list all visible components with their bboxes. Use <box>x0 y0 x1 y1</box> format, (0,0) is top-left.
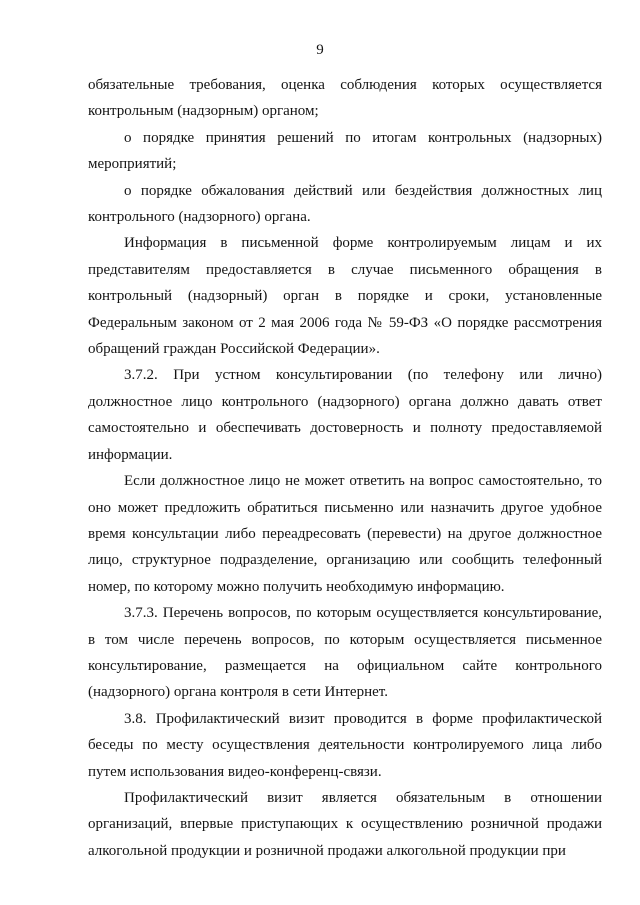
page-number: 9 <box>316 42 324 58</box>
paragraph: о порядке обжалования действий или бездействия должностных лиц контрольного (надзорного) органа. <box>88 182 602 226</box>
paragraph: о порядке принятия решений по итогам контрольных (надзорных) мероприятий; <box>88 129 602 173</box>
paragraph: 3.7.2. При устном консультировании (по телефону или лично) должностное лицо контрольного (надзорного) органа должно давать ответ самостоятельно и обеспечивать достоверность и полноту предоставляемой информации. <box>88 367 602 463</box>
document-body <box>88 72 602 864</box>
paragraph: Профилактический визит является обязательным в отношении организаций, впервые приступающих к осуществлению розничной продажи алкогольной продукции и розничной продажи алкогольной продукции при <box>88 789 602 859</box>
paragraph: 3.8. Профилактический визит проводится в форме профилактической беседы по месту осуществления деятельности контролируемого лица либо путем использования видео-конференц-связи. <box>88 710 602 780</box>
paragraph: Если должностное лицо не может ответить на вопрос самостоятельно, то оно может предложить обратиться письменно или назначить другое удобное время консультации либо переадресовать (перевести) на другое должностное лицо, структурное подразделение, организацию или сообщить телефонный номер, по которому можно получить необходимую информацию. <box>88 473 602 595</box>
paragraph: обязательные требования, оценка соблюдения которых осуществляется контрольным (надзорным) органом; <box>88 77 602 120</box>
paragraph: 3.7.3. Перечень вопросов, по которым осуществляется консультирование, в том числе перечень вопросов, по которым осуществляется письменное консультирование, размещается на официальном сайте контрольного (надзорного) органа контроля в сети Интернет. <box>88 605 602 701</box>
paragraph: Информация в письменной форме контролируемым лицам и их представителям предоставляется в случае письменного обращения в контрольный (надзорный) орган в порядке и сроки, установленные Федеральным законом от 2 мая 2006 года № 59-ФЗ «О порядке рассмотрения обращений граждан Российской Федерации». <box>88 235 602 358</box>
